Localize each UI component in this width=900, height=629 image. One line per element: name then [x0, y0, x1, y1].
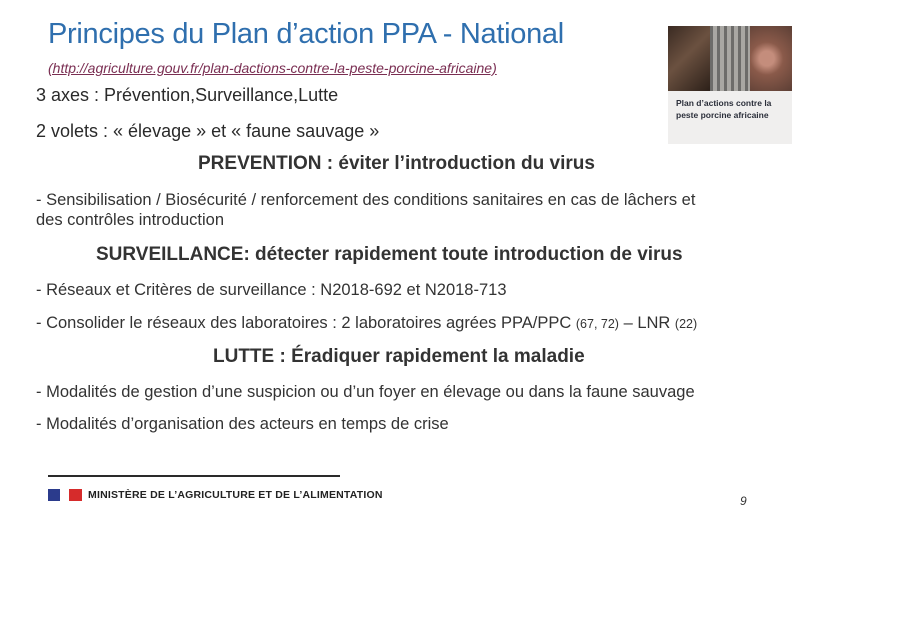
lnr-label: – LNR	[618, 314, 675, 332]
source-link[interactable]: (http://agriculture.gouv.fr/plan-dactions-contre-la-peste-porcine-africaine)	[48, 60, 497, 76]
pig-farm-photo	[710, 26, 750, 91]
prevention-heading: PREVENTION : éviter l’introduction du virus	[198, 153, 595, 174]
surveillance-bullet-1: - Réseaux et Critères de surveillance : N2018-692 et N2018-713	[36, 281, 507, 299]
plan-cover-thumbnail	[668, 26, 792, 144]
pig-closeup-photo	[750, 26, 792, 91]
cover-photos	[668, 26, 792, 91]
lnr-department: (22)	[674, 317, 698, 331]
surveillance-bullet-2	[36, 314, 697, 333]
cover-caption: Plan d’actions contre la peste porcine africaine	[676, 98, 772, 120]
lutte-bullet-1: - Modalités de gestion d’une suspicion ou d’un foyer en élevage ou dans la faune sauvage	[36, 383, 695, 401]
volets-line: 2 volets : « élevage » et « faune sauvage »	[36, 121, 380, 141]
surveillance-heading: SURVEILLANCE: détecter rapidement toute introduction de virus	[96, 244, 683, 265]
page-number: 9	[740, 494, 747, 508]
marianne-flag-icon	[48, 489, 82, 501]
page-title: Principes du Plan d’action PPA - National	[48, 18, 564, 50]
boar-photo	[668, 26, 710, 91]
axes-line: 3 axes : Prévention,Surveillance,Lutte	[36, 85, 339, 105]
lab-departments: (67, 72)	[575, 317, 619, 331]
footer-divider	[48, 475, 340, 477]
lutte-bullet-2: - Modalités d’organisation des acteurs en temps de crise	[36, 415, 449, 433]
prevention-bullet-line1: - Sensibilisation / Biosécurité / renforcement des conditions sanitaires en cas de lâchers et	[36, 191, 696, 209]
lutte-heading: LUTTE : Éradiquer rapidement la maladie	[213, 346, 585, 367]
surveillance-bullet-2-main: - Consolider le réseaux des laboratoires : 2 laboratoires agrées PPA/PPC	[36, 314, 576, 332]
ministry-name: MINISTÈRE DE L’AGRICULTURE ET DE L’ALIMENTATION	[88, 489, 383, 501]
prevention-bullet-line2: des contrôles introduction	[36, 211, 225, 229]
